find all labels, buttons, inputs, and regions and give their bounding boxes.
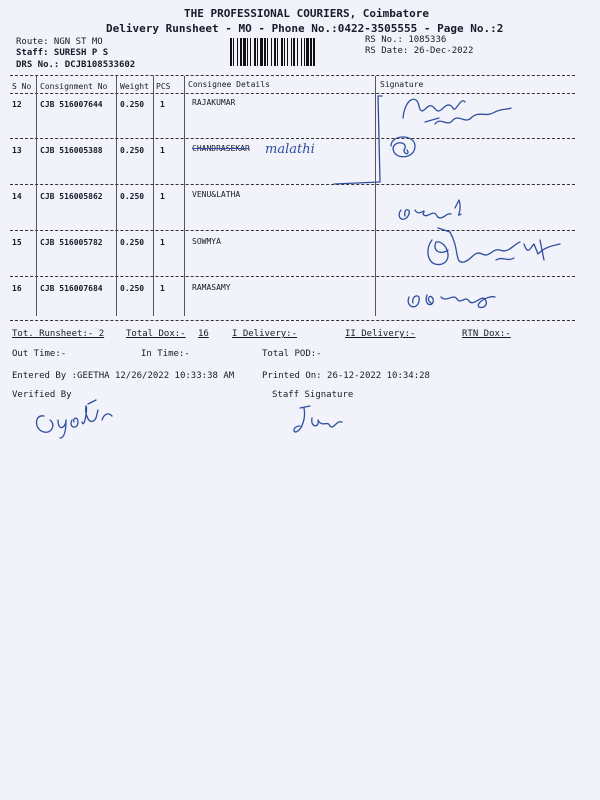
- rtn-dox: RTN Dox:-: [462, 329, 511, 339]
- col-header-consignment: Consignment No: [40, 82, 108, 91]
- col-divider: [116, 76, 117, 316]
- row-consignee: SOWMYA: [192, 237, 221, 246]
- out-time: Out Time:-: [12, 349, 67, 359]
- drs-number: DRS No.: DCJB108533602: [16, 60, 136, 70]
- barcode: [230, 38, 350, 66]
- staff-signature: [290, 402, 350, 438]
- row-consignment: CJB 516005862: [40, 192, 103, 201]
- row-sno: 16: [12, 284, 22, 293]
- row-pcs: 1: [160, 238, 165, 247]
- row-sno: 13: [12, 146, 22, 155]
- ii-delivery: II Delivery:-: [345, 329, 416, 339]
- rs-number: RS No.: 1085336: [365, 35, 447, 45]
- row-pcs: 1: [160, 146, 165, 155]
- table-bottom-rule: [10, 320, 575, 321]
- handwritten-correction: malathi: [265, 142, 315, 157]
- total-pod: Total POD:-: [262, 349, 322, 359]
- col-header-sno: S No: [12, 82, 32, 91]
- row-consignment: CJB 516005782: [40, 238, 103, 247]
- total-dox-value: 16: [198, 329, 209, 339]
- col-header-signature: Signature: [380, 80, 424, 89]
- col-divider: [184, 76, 185, 316]
- signature-row-16: [403, 283, 503, 313]
- runsheet-title: Delivery Runsheet - MO - Phone No.:0422-3505555 - Page No.:2: [106, 22, 504, 35]
- entered-by: Entered By :GEETHA 12/26/2022 10:33:38 AM: [12, 371, 235, 381]
- row-consignment: CJB 516007644: [40, 100, 103, 109]
- staff-signature-label: Staff Signature: [272, 390, 354, 400]
- col-header-pcs: PCS: [156, 82, 171, 91]
- row-consignment: CJB 516005388: [40, 146, 103, 155]
- total-dox-label: Total Dox:-: [126, 329, 186, 339]
- col-divider: [153, 76, 154, 316]
- row-consignee: RAJAKUMAR: [192, 98, 236, 107]
- row-sno: 12: [12, 100, 22, 109]
- rs-date: RS Date: 26-Dec-2022: [365, 46, 474, 56]
- row-weight: 0.250: [120, 284, 145, 293]
- col-divider: [36, 76, 37, 316]
- route-label: Route: NGN ST MO: [16, 37, 103, 47]
- row-weight: 0.250: [120, 192, 145, 201]
- total-runsheet: Tot. Runsheet:- 2: [12, 329, 105, 339]
- row-consignee-struck: CHANDRASEKAR: [192, 144, 250, 153]
- company-name: THE PROFESSIONAL COURIERS, Coimbatore: [184, 7, 430, 20]
- col-header-weight: Weight: [120, 82, 149, 91]
- row-consignee: VENU&LATHA: [192, 190, 241, 199]
- i-delivery: I Delivery:-: [232, 329, 298, 339]
- verified-by-label: Verified By: [12, 390, 72, 400]
- row-consignee: RAMASAMY: [192, 283, 231, 292]
- row-sno: 15: [12, 238, 22, 247]
- printed-on: Printed On: 26-12-2022 10:34:28: [262, 371, 430, 381]
- row-pcs: 1: [160, 284, 165, 293]
- row-sno: 14: [12, 192, 22, 201]
- table-top-rule: [10, 75, 575, 76]
- row-consignment: CJB 516007684: [40, 284, 103, 293]
- row-rule: [10, 138, 575, 139]
- verifier-signature: [30, 398, 130, 440]
- staff-label: Staff: SURESH P S: [16, 48, 109, 58]
- signature-row-15: [420, 220, 580, 280]
- col-header-consignee: Consignee Details: [188, 80, 270, 89]
- signature-row-13: [385, 130, 425, 164]
- ink-bracket: [320, 90, 390, 190]
- row-weight: 0.250: [120, 100, 145, 109]
- row-pcs: 1: [160, 192, 165, 201]
- in-time: In Time:-: [141, 349, 190, 359]
- row-weight: 0.250: [120, 146, 145, 155]
- row-weight: 0.250: [120, 238, 145, 247]
- row-rule: [10, 184, 575, 185]
- row-pcs: 1: [160, 100, 165, 109]
